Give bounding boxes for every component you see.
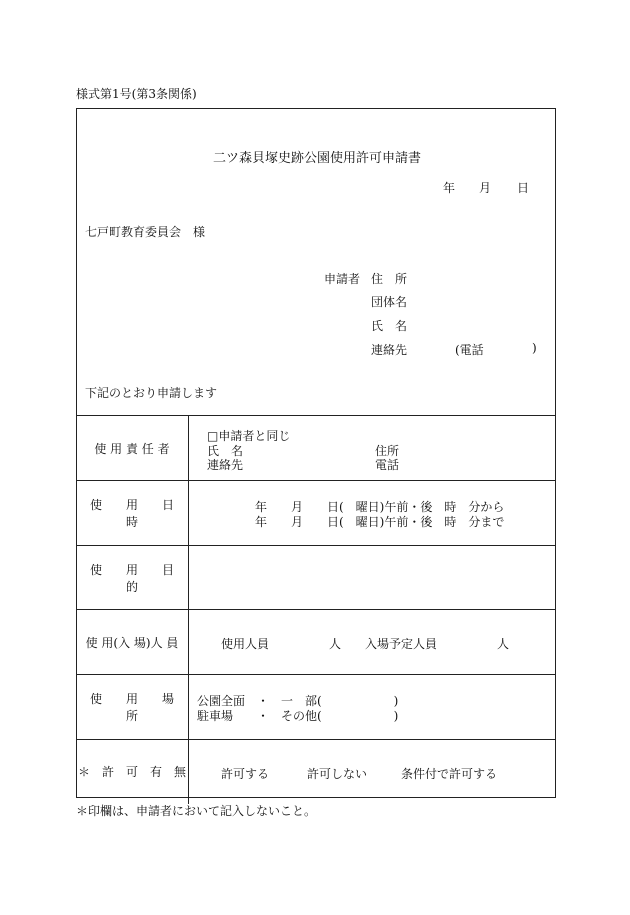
users-unit: 人 [329, 637, 342, 651]
application-form [76, 108, 556, 798]
form-number: 様式第1号(第3条関係) [76, 87, 197, 101]
footer-note: ＊印欄は、申請者において記入しないこと。 [76, 804, 317, 818]
users-label: 使用人員 [221, 637, 270, 651]
label-people: 使 用(入 場)人 員 [76, 610, 189, 675]
datetime-to: 年 月 日( 曜日)午前・後 時 分まで [255, 515, 505, 529]
responsible-address-label: 住所 [375, 444, 400, 458]
row-datetime [76, 481, 556, 546]
value-place [189, 675, 557, 740]
same-as-applicant-checkbox[interactable]: □申請者と同じ [207, 429, 291, 443]
permit-option-approve[interactable]: 許可する [221, 766, 270, 781]
label-purpose: 使 用 目 的 [76, 546, 189, 610]
planned-entry-unit: 人 [497, 637, 510, 651]
form-title: 二ツ森貝塚史跡公園使用許可申請書 [212, 151, 421, 166]
label-datetime: 使 用 日 時 [76, 481, 189, 546]
responsible-contact-label: 連絡先 [207, 458, 244, 472]
details-table [76, 415, 556, 804]
date-month: 月 [479, 181, 492, 195]
intro-text: 下記のとおり申請します [85, 386, 218, 400]
applicant-group-label: 団体名 [371, 295, 408, 309]
row-responsible [76, 416, 556, 481]
row-permit [76, 740, 556, 804]
applicant-phone-close: ) [532, 341, 537, 355]
place-line-1: 公園全面 ・ 一 部( ) [197, 694, 399, 708]
applicant-phone-open: (電話 [455, 343, 484, 357]
row-people [76, 610, 556, 675]
applicant-contact-label: 連絡先 [371, 343, 408, 357]
label-permit: ＊ 許 可 有 無 [76, 740, 189, 804]
value-people [189, 610, 557, 675]
planned-entry-label: 入場予定人員 [365, 637, 438, 651]
responsible-name-label: 氏 名 [207, 444, 244, 458]
value-responsible [189, 416, 557, 481]
row-purpose [76, 546, 556, 610]
label-responsible: 使 用 責 任 者 [76, 416, 189, 481]
value-permit [189, 740, 557, 804]
value-datetime [189, 481, 557, 546]
date-day: 日 [517, 181, 530, 195]
value-purpose[interactable] [189, 546, 557, 610]
datetime-from: 年 月 日( 曜日)午前・後 時 分から [255, 500, 505, 514]
responsible-phone-label: 電話 [375, 458, 400, 472]
row-place [76, 675, 556, 740]
applicant-label: 申請者 [324, 272, 361, 286]
applicant-name-label: 氏 名 [371, 319, 408, 333]
place-line-2: 駐車場 ・ その他( ) [197, 709, 399, 723]
label-place: 使 用 場 所 [76, 675, 189, 740]
permit-option-conditional[interactable]: 条件付で許可する [401, 766, 498, 781]
permit-option-deny[interactable]: 許可しない [307, 766, 368, 781]
applicant-address-label: 住 所 [371, 272, 408, 286]
date-year: 年 [443, 181, 456, 195]
addressee: 七戸町教育委員会 様 [85, 225, 206, 239]
